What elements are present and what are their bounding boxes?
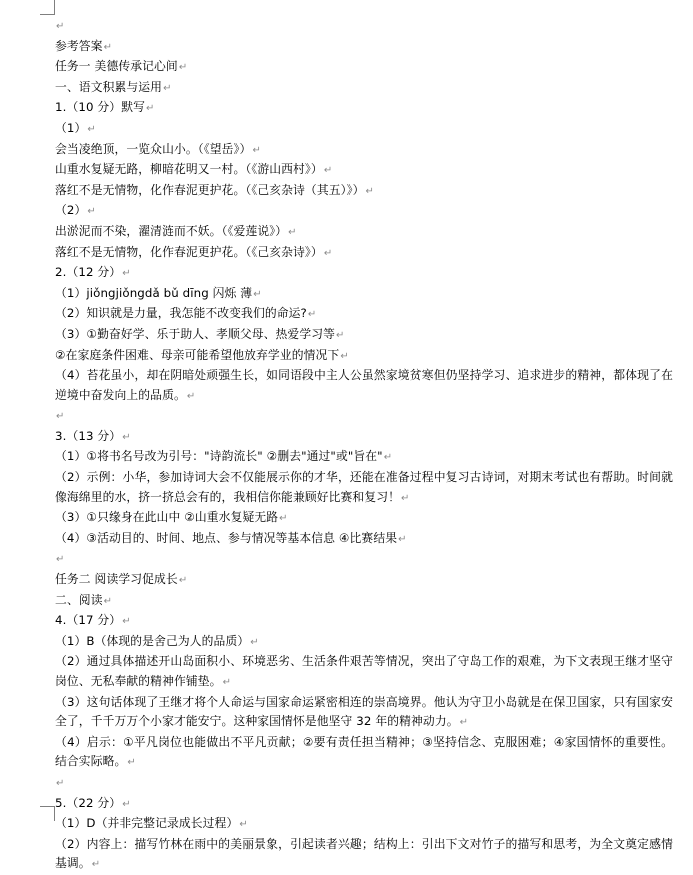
answer-line: （2）↵: [55, 203, 96, 218]
paragraph-mark-icon: ↵: [146, 103, 155, 115]
answer-paragraph: （4）苔花虽小，却在阴暗处顽强生长，如同语段中主人公虽然家境贫寒但仍坚持学习、追求进步的精神，都体现了在逆境中奋发向上的品质。↵: [55, 368, 673, 402]
paragraph-mark-icon: ↵: [56, 777, 65, 789]
answer-line: （3）①勤奋好学、乐于助人、孝顺父母、热爱学习等↵: [55, 326, 345, 341]
paragraph-mark-icon: ↵: [336, 329, 345, 341]
paragraph-mark-icon: ↵: [178, 575, 188, 587]
paragraph-mark-icon: ↵: [323, 165, 333, 177]
answer-line: （4）③活动目的、时间、地点、参与情况等基本信息 ④比赛结果↵: [55, 530, 407, 545]
document-page: [55, 16, 673, 875]
answer-line: （2）知识就是力量，我怎能不改变我们的命运?↵: [55, 306, 317, 321]
paragraph-mark-icon: ↵: [122, 268, 131, 280]
answer-paragraph: （2）示例：小华，参加诗词大会不仅能展示你的才华，还能在准备过程中复习古诗词，对期末考试也有帮助。时间就像海绵里的水，挤一挤总会有的，我相信你能兼顾好比赛和复习！↵: [55, 470, 673, 504]
section-heading: 二、阅读↵: [55, 592, 113, 607]
task-one-heading: 任务一 美德传承记心间↵: [55, 59, 188, 74]
paragraph-mark-icon: ↵: [222, 677, 232, 688]
section-heading: 一、语文积累与运用↵: [55, 79, 172, 94]
empty-line: [55, 549, 673, 570]
empty-line: [55, 773, 673, 794]
paragraph-mark-icon: ↵: [288, 226, 297, 238]
answer-line: （1）D（并非完整记录成长过程）↵: [55, 816, 248, 831]
paragraph-mark-icon: ↵: [178, 62, 188, 74]
page-corner-mark-top: [40, 0, 55, 15]
paragraph-mark-icon: ↵: [383, 452, 393, 464]
paragraph-mark-icon: ↵: [401, 492, 410, 504]
answer-line: （1）B（体现的是舍己为人的品质）↵: [55, 633, 259, 648]
question-heading: 1.（10 分）默写↵: [55, 100, 155, 115]
answer-title: 参考答案↵: [55, 38, 113, 53]
answer-line: （3）①只缘身在此山中 ②山重水复疑无路↵: [55, 510, 288, 525]
paragraph-mark-icon: ↵: [103, 41, 113, 53]
paragraph-mark-icon: ↵: [122, 431, 131, 443]
paragraph-mark-icon: ↵: [91, 859, 101, 871]
answer-paragraph: （2）内容上：描写竹林在雨中的美丽景象，引起读者兴趣；结构上：引出下文对竹子的描写和思考，为全文奠定感情基调。↵: [55, 836, 673, 871]
paragraph-mark-icon: ↵: [340, 350, 349, 362]
paragraph-mark-icon: ↵: [398, 533, 407, 545]
question-heading: 5.（22 分）↵: [55, 795, 131, 810]
answer-line: （1）↵: [55, 120, 96, 135]
answer-line: 落红不是无情物，化作春泥更护花。（《己亥杂诗（其五）》）↵: [55, 182, 374, 197]
answer-paragraph: （3）这句话体现了王继才将个人命运与国家命运紧密相连的崇高境界。他认为守卫小岛就是在保卫国家，只有国家安全了，千千万万个小家才能安宁。这种家国情怀是他坚守 32 年的精神动力。↵: [55, 694, 673, 729]
empty-line: [55, 16, 673, 37]
paragraph-mark-icon: ↵: [103, 595, 113, 607]
answer-line: 山重水复疑无路，柳暗花明又一村。（《游山西村》）↵: [55, 162, 333, 177]
answer-line: 落红不是无情物，化作春泥更护花。（《己亥杂诗》）↵: [55, 244, 333, 259]
empty-line: [55, 406, 673, 427]
answer-line: （1）jiǒngjiǒngdǎ bǔ dīng 闪烁 薄↵: [55, 285, 262, 300]
task-two-heading: 任务二 阅读学习促成长↵: [55, 572, 188, 587]
answer-line: ②在家庭条件困难、母亲可能希望他放弃学业的情况下↵: [55, 347, 349, 362]
answer-line: 会当凌绝顶，一览众山小。（《望岳》）↵: [55, 141, 261, 156]
question-heading: 3.（13 分）↵: [55, 428, 131, 443]
paragraph-mark-icon: ↵: [253, 288, 262, 300]
paragraph-mark-icon: ↵: [307, 309, 317, 321]
paragraph-mark-icon: ↵: [186, 390, 196, 402]
paragraph-mark-icon: ↵: [87, 123, 96, 135]
paragraph-mark-icon: ↵: [127, 757, 136, 769]
paragraph-mark-icon: ↵: [56, 411, 65, 423]
paragraph-mark-icon: ↵: [122, 798, 131, 810]
paragraph-mark-icon: ↵: [459, 717, 469, 729]
answer-paragraph: （2）通过具体描述开山岛面积小、环境恶劣、生活条件艰苦等情况，突出了守岛工作的艰难，为下文表现王继才坚守岗位、无私奉献的精神作铺垫。↵: [55, 654, 673, 688]
paragraph-mark-icon: ↵: [239, 819, 248, 831]
paragraph-mark-icon: ↵: [87, 206, 96, 218]
paragraph-mark-icon: ↵: [163, 82, 172, 94]
paragraph-mark-icon: ↵: [365, 185, 374, 197]
answer-line: 出淤泥而不染，濯清涟而不妖。（《爱莲说》）↵: [55, 223, 297, 238]
answer-paragraph: （4）启示：①平凡岗位也能做出不平凡贡献；②要有责任担当精神；③坚持信念、克服困难；④家国情怀的重要性。结合实际略。↵: [55, 734, 673, 769]
question-heading: 2.（12 分）↵: [55, 265, 131, 280]
paragraph-mark-icon: ↵: [56, 21, 65, 32]
paragraph-mark-icon: ↵: [250, 636, 259, 648]
question-heading: 4.（17 分）↵: [55, 613, 131, 628]
paragraph-mark-icon: ↵: [122, 616, 131, 628]
paragraph-mark-icon: ↵: [56, 554, 65, 566]
paragraph-mark-icon: ↵: [252, 144, 261, 156]
paragraph-mark-icon: ↵: [279, 513, 288, 525]
page-corner-mark-bottom: [40, 806, 55, 821]
answer-line: （1）①将书名号改为引号："诗韵流长" ②删去"通过"或"旨在"↵: [55, 449, 393, 464]
paragraph-mark-icon: ↵: [323, 247, 333, 259]
